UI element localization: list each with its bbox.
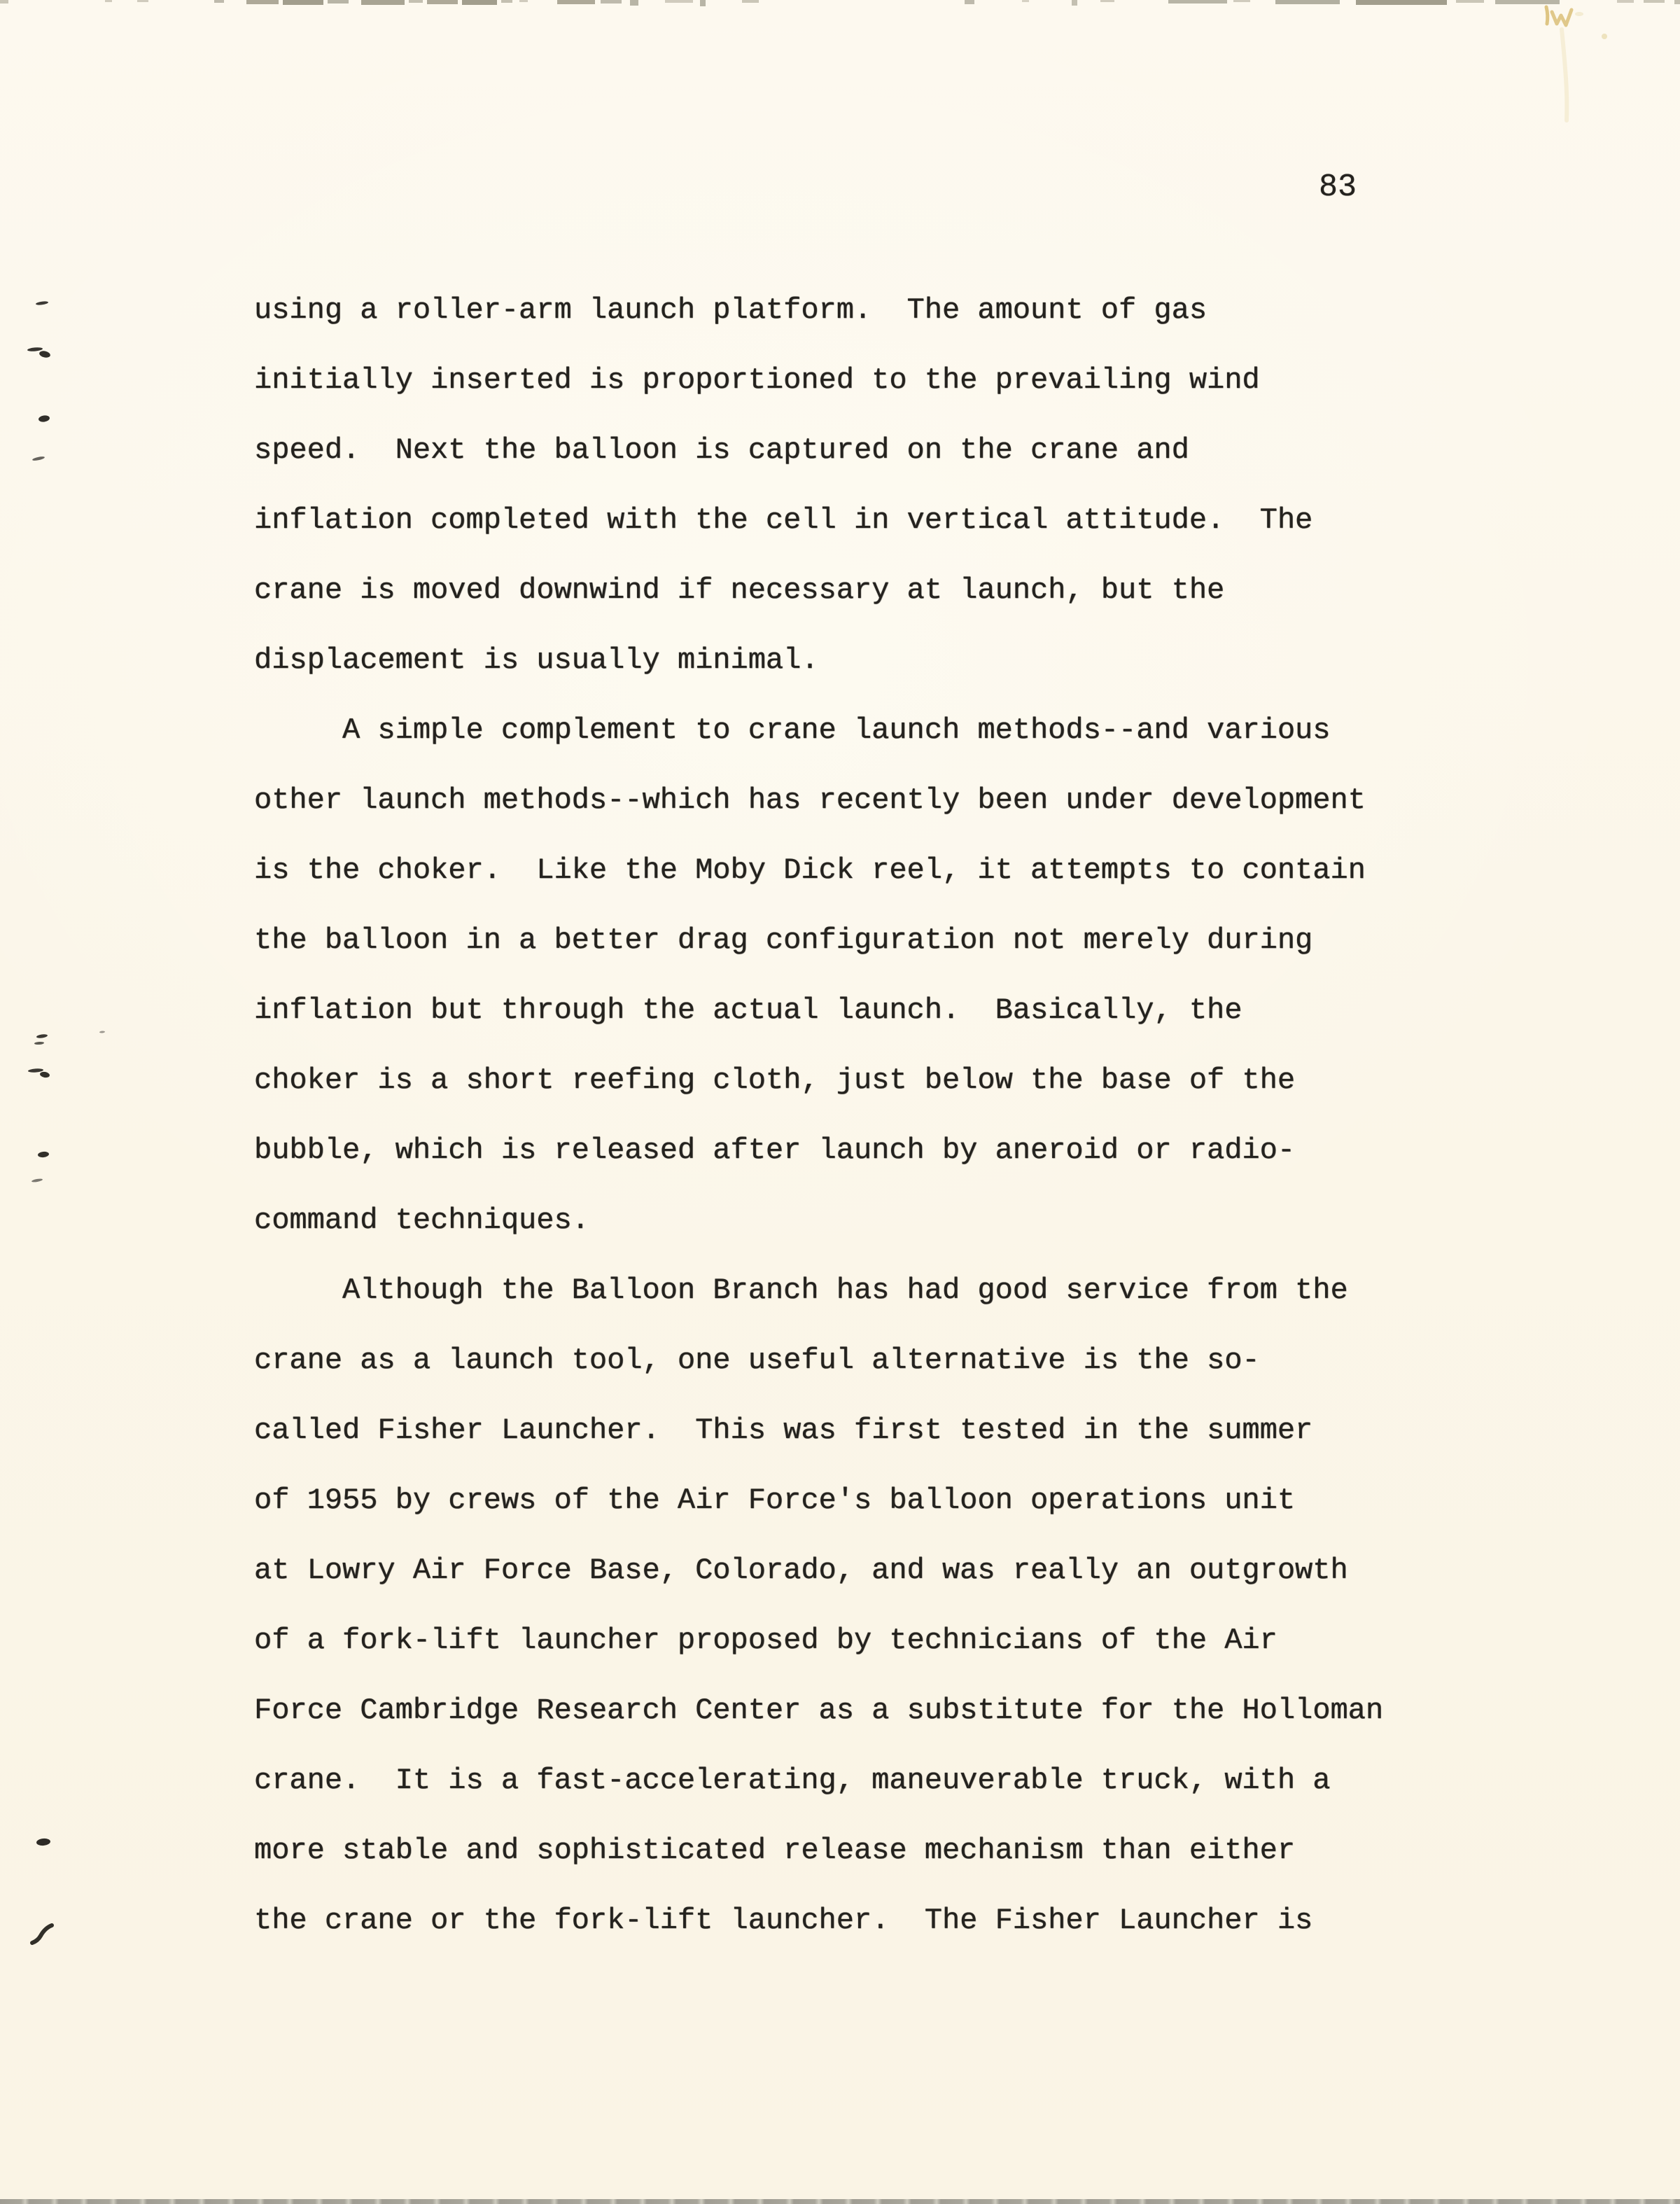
pencil-margin-mark xyxy=(36,1838,51,1846)
top-edge-speck xyxy=(965,0,974,4)
top-edge-speck xyxy=(0,0,8,4)
yellow-scribble-mark xyxy=(1552,10,1572,25)
top-edge-speck xyxy=(1617,0,1634,3)
top-edge-speck xyxy=(105,0,112,2)
text-line: inflation but through the actual launch. Basically, the xyxy=(254,993,1242,1027)
pencil-margin-mark xyxy=(31,1178,43,1183)
text-line: using a roller-arm launch platform. The amount of gas xyxy=(254,293,1208,327)
top-edge-speck xyxy=(328,0,349,4)
text-line: other launch methods--which has recently been under development xyxy=(254,783,1366,817)
text-line: choker is a short reefing cloth, just below the base of the xyxy=(254,1063,1296,1097)
top-edge-speck xyxy=(283,0,323,5)
top-edge-speck xyxy=(630,0,638,6)
top-edge-speck xyxy=(601,0,622,4)
text-line: bubble, which is released after launch by aneroid or radio- xyxy=(254,1134,1296,1167)
top-edge-speck xyxy=(1233,0,1250,2)
text-line: command techniques. xyxy=(254,1204,589,1237)
pencil-margin-mark xyxy=(38,414,50,422)
yellow-scribble-mark xyxy=(1562,29,1567,120)
yellow-scribble-mark xyxy=(1602,34,1607,39)
yellow-scribble-mark xyxy=(1546,7,1548,24)
pencil-margin-mark xyxy=(36,300,48,305)
top-edge-speck xyxy=(1356,0,1447,5)
pencil-margin-mark xyxy=(27,347,43,351)
pencil-margin-mark xyxy=(38,1151,50,1158)
pencil-margin-mark xyxy=(28,1068,43,1073)
pencil-margin-mark xyxy=(39,1071,50,1078)
top-edge-speck xyxy=(462,0,497,5)
text-line: A simple complement to crane launch methods--and various xyxy=(254,713,1331,747)
top-edge-speck xyxy=(361,0,405,5)
top-edge-speck xyxy=(1168,0,1227,4)
pencil-margin-mark xyxy=(99,1031,105,1033)
text-line: inflation completed with the cell in vertical attitude. The xyxy=(254,503,1313,537)
text-line: crane. It is a fast-accelerating, maneuverable truck, with a xyxy=(254,1764,1331,1797)
top-edge-speck xyxy=(1644,0,1665,3)
text-line: Force Cambridge Research Center as a substitute for the Holloman xyxy=(254,1694,1384,1727)
text-line: speed. Next the balloon is captured on the crane and xyxy=(254,433,1189,467)
top-edge-speck xyxy=(214,0,224,3)
text-line: more stable and sophisticated release mechanism than either xyxy=(254,1834,1296,1867)
scan-bottom-edge xyxy=(0,2199,1680,2204)
top-edge-speck xyxy=(700,0,706,6)
top-edge-speck xyxy=(1456,0,1484,3)
text-line: displacement is usually minimal. xyxy=(254,643,819,677)
yellow-scribble-mark xyxy=(1575,12,1583,16)
pencil-margin-mark xyxy=(36,1033,48,1038)
top-edge-speck xyxy=(1495,0,1560,4)
pencil-margin-mark xyxy=(34,1042,44,1045)
pencil-margin-mark xyxy=(32,456,46,461)
text-line: at Lowry Air Force Base, Colorado, and was really an outgrowth xyxy=(254,1554,1348,1587)
top-edge-speck xyxy=(501,0,512,3)
text-line: is the choker. Like the Moby Dick reel, it attempts to contain xyxy=(254,853,1366,887)
top-edge-speck xyxy=(427,0,458,4)
text-line: crane as a launch tool, one useful alternative is the so- xyxy=(254,1344,1260,1377)
top-edge-speck xyxy=(1072,0,1077,6)
page-number: 83 xyxy=(1319,169,1357,205)
top-edge-speck xyxy=(665,0,693,3)
top-edge-speck xyxy=(1100,0,1114,2)
typewritten-text-block xyxy=(254,275,1383,1955)
top-edge-speck xyxy=(519,0,528,2)
top-edge-speck xyxy=(246,0,279,4)
top-edge-speck xyxy=(557,0,595,4)
top-edge-speck xyxy=(137,0,148,2)
text-line: the balloon in a better drag configuration not merely during xyxy=(254,923,1313,957)
text-line: of 1955 by crews of the Air Force's balloon operations unit xyxy=(254,1484,1296,1517)
text-line: of a fork-lift launcher proposed by technicians of the Air xyxy=(254,1624,1278,1657)
top-edge-speck xyxy=(409,0,423,3)
text-line: the crane or the fork-lift launcher. The Fisher Launcher is xyxy=(254,1904,1313,1937)
top-edge-speck xyxy=(742,0,759,3)
top-edge-speck xyxy=(1022,0,1029,2)
text-line: initially inserted is proportioned to the prevailing wind xyxy=(254,363,1260,397)
top-edge-speck xyxy=(1275,0,1340,4)
text-line: Although the Balloon Branch has had good service from the xyxy=(254,1274,1348,1307)
pencil-margin-mark xyxy=(38,350,51,358)
text-line: called Fisher Launcher. This was first tested in the summer xyxy=(254,1414,1313,1447)
pencil-margin-mark xyxy=(32,1925,52,1943)
top-edge-speck xyxy=(1674,0,1680,4)
text-line: crane is moved downwind if necessary at launch, but the xyxy=(254,573,1225,607)
